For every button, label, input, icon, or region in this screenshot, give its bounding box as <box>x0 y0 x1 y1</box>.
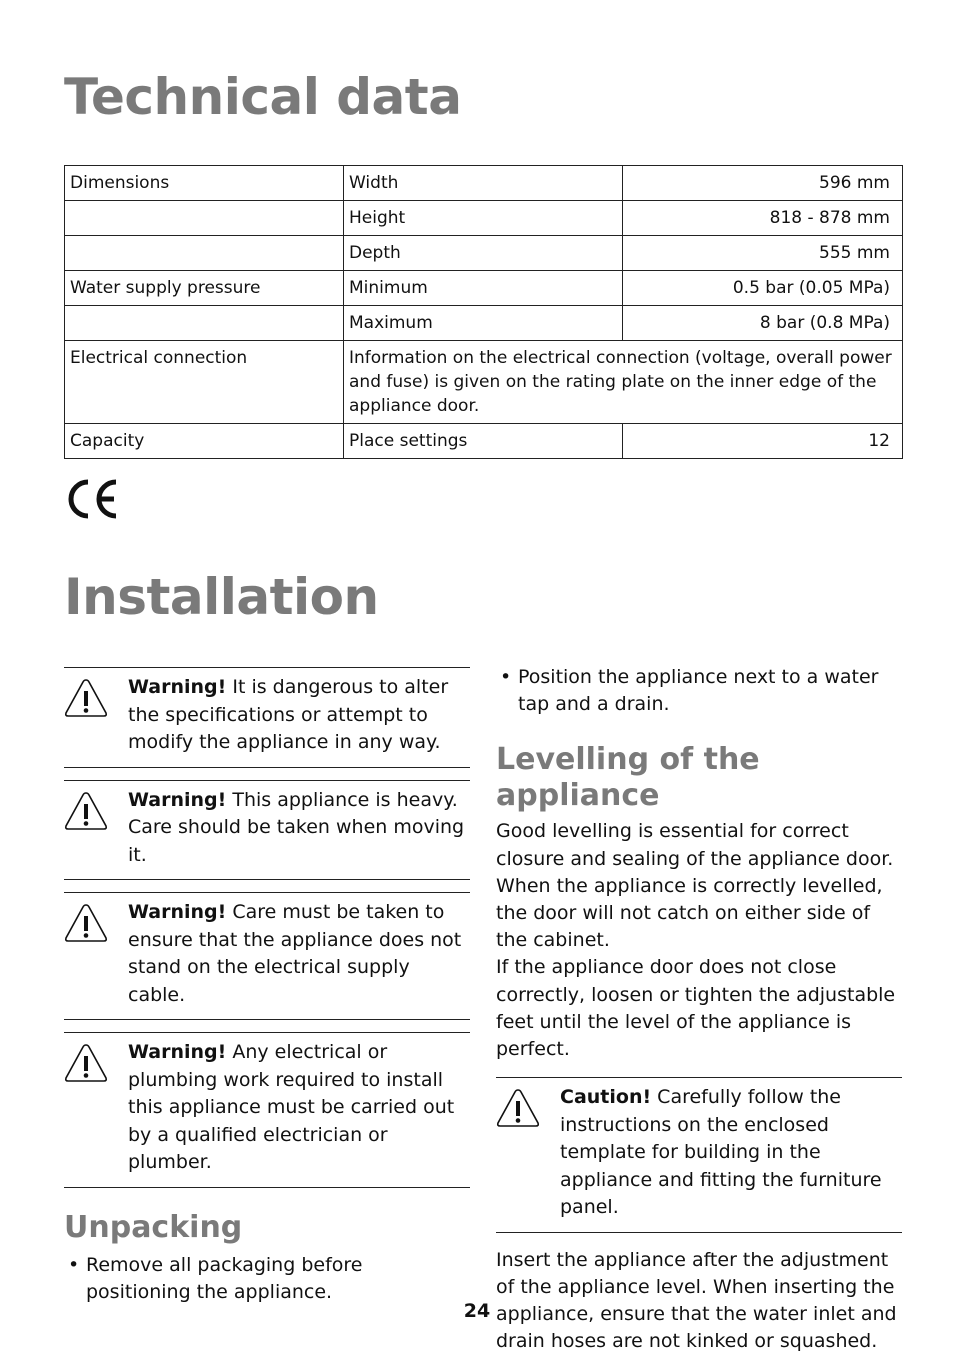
table-cell: Place settings <box>344 424 623 459</box>
table-cell: Height <box>344 201 623 236</box>
table-cell: 596 mm <box>623 166 903 201</box>
page-number: 24 <box>463 1300 491 1322</box>
table-cell <box>65 201 344 236</box>
table-cell: Water supply pressure <box>65 271 344 306</box>
table-cell: Information on the electrical connection (voltage, overall power and fuse) is given on the rating plate on the inner edge of the appliance door. <box>344 341 903 424</box>
warning-text: Any electrical or plumbing work required to install this appliance must be carried out by a qualified electrician or plumber. <box>128 1041 455 1173</box>
table-cell <box>65 306 344 341</box>
table-row <box>65 306 903 341</box>
section-title-levelling: Levelling of the appliance <box>496 742 760 814</box>
table-cell: Capacity <box>65 424 344 459</box>
installation-left-column <box>64 667 470 1306</box>
table-row <box>65 271 903 306</box>
warning-triangle-icon <box>64 1043 108 1083</box>
warning-label: Warning! <box>128 1041 227 1063</box>
table-cell: Dimensions <box>65 166 344 201</box>
levelling-paragraph: When the appliance is correctly levelled, the door will not catch on either side of the cabinet. <box>496 874 883 952</box>
table-cell: 12 <box>623 424 903 459</box>
position-list <box>496 664 902 718</box>
warning-box <box>64 892 470 1020</box>
ce-mark-icon <box>64 478 120 520</box>
table-cell: 555 mm <box>623 236 903 271</box>
installation-right-column <box>496 664 902 1356</box>
table-row <box>65 201 903 236</box>
list-item: • Position the appliance next to a water tap and a drain. <box>496 664 902 718</box>
table-cell: Width <box>344 166 623 201</box>
table-cell: 818 - 878 mm <box>623 201 903 236</box>
levelling-paragraph: Good levelling is essential for correct closure and sealing of the appliance door. <box>496 820 894 870</box>
table-row <box>65 236 903 271</box>
table-row <box>65 341 903 424</box>
warning-triangle-icon <box>496 1088 540 1128</box>
warning-triangle-icon <box>64 791 108 831</box>
table-row <box>65 424 903 459</box>
warning-text: This appliance is heavy. Care should be taken when moving it. <box>128 788 465 866</box>
table-cell: Minimum <box>344 271 623 306</box>
insert-paragraph: Insert the appliance after the adjustment of the appliance level. When inserting the appliance, ensure that the water inlet and drain hoses are not kinked or squashed. <box>496 1248 897 1353</box>
table-cell: 0.5 bar (0.05 MPa) <box>623 271 903 306</box>
warning-triangle-icon <box>64 903 108 943</box>
warning-label: Warning! <box>128 676 227 698</box>
page-title-technical-data: Technical data <box>64 68 462 126</box>
list-item: • Remove all packaging before positioning the appliance. <box>64 1252 470 1306</box>
technical-data-table <box>64 165 903 459</box>
warning-triangle-icon <box>64 678 108 718</box>
warning-box <box>64 667 470 768</box>
table-cell: Depth <box>344 236 623 271</box>
warning-text: It is dangerous to alter the specifications or attempt to modify the appliance in any way. <box>128 676 449 753</box>
warning-box <box>64 1032 470 1188</box>
unpacking-list <box>64 1252 470 1306</box>
table-cell <box>65 236 344 271</box>
caution-label: Caution! <box>560 1086 652 1109</box>
page-title-installation: Installation <box>64 568 379 626</box>
levelling-paragraph: If the appliance door does not close correctly, loosen or tighten the adjustable feet until the level of the appliance is perfect. <box>496 956 896 1061</box>
caution-text: Carefully follow the instructions on the enclosed template for building in the appliance and fitting the furniture panel. <box>560 1086 882 1219</box>
table-cell: Electrical connection <box>65 341 344 424</box>
table-row <box>65 166 903 201</box>
table-cell: 8 bar (0.8 MPa) <box>623 306 903 341</box>
caution-box <box>496 1077 902 1233</box>
warning-box <box>64 780 470 881</box>
table-cell: Maximum <box>344 306 623 341</box>
warning-text: Care must be taken to ensure that the appliance does not stand on the electrical supply cable. <box>128 901 462 1006</box>
warning-label: Warning! <box>128 901 227 923</box>
warning-label: Warning! <box>128 788 227 811</box>
section-title-unpacking: Unpacking <box>64 1209 243 1245</box>
